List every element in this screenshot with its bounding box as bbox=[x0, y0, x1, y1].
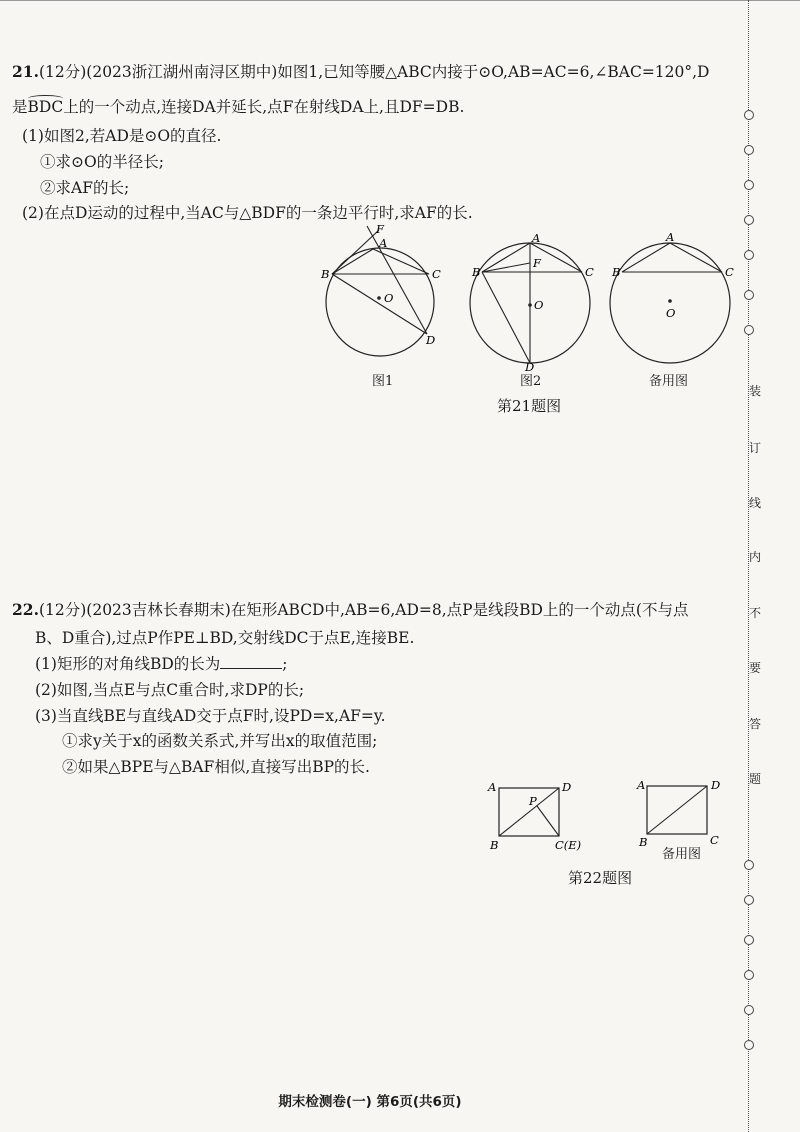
q21-text-2b: 上的一个动点,连接DA并延长,点F在射线DA上,且DF=DB. bbox=[63, 98, 465, 116]
binding-hole bbox=[744, 895, 754, 905]
binding-hole bbox=[744, 1040, 754, 1050]
binding-hole bbox=[744, 970, 754, 980]
fig1-seg-bd bbox=[332, 274, 427, 334]
binding-hole bbox=[744, 860, 754, 870]
fig22-label-d: D bbox=[562, 780, 572, 794]
binding-hole bbox=[744, 250, 754, 260]
fig2-label-d: D bbox=[525, 360, 535, 374]
spare22-label-c: C bbox=[710, 833, 719, 847]
spare21-center-dot bbox=[668, 299, 672, 303]
fig2-label-c: C bbox=[585, 265, 594, 279]
binding-char: 要 bbox=[749, 657, 761, 678]
binding-char: 不 bbox=[749, 602, 761, 623]
binding-hole bbox=[744, 1005, 754, 1015]
q21-number: 21. bbox=[12, 62, 39, 81]
fig2-label-o: O bbox=[534, 298, 544, 312]
binding-char: 装 bbox=[749, 380, 761, 401]
spare21-seg-ab bbox=[622, 243, 670, 272]
fig1-seg-ab bbox=[332, 249, 373, 274]
page-footer: 期末检测卷(一) 第6页(共6页) bbox=[278, 1094, 462, 1110]
arc-bdc: BDC bbox=[27, 98, 64, 116]
spare21-label-o: O bbox=[666, 306, 676, 320]
fig22-label-ce: C(E) bbox=[555, 838, 582, 852]
scan-top-edge bbox=[0, 0, 800, 5]
q22-part3: (3)当直线BE与直线AD交于点F时,设PD=x,AF=y. bbox=[35, 707, 386, 725]
binding-hole bbox=[744, 290, 754, 300]
spare21-circle bbox=[610, 243, 730, 363]
binding-char: 题 bbox=[749, 768, 761, 789]
q22-part1-text: (1)矩形的对角线BD的长为 bbox=[35, 655, 221, 673]
binding-hole bbox=[744, 325, 754, 335]
binding-char: 线 bbox=[749, 492, 761, 513]
binding-char: 内 bbox=[749, 546, 761, 567]
fig2-label-f: F bbox=[533, 256, 541, 270]
fig1-label-f: F bbox=[376, 222, 384, 236]
q22-text-1: (12分)(2023吉林长春期末)在矩形ABCD中,AB=6,AD=8,点P是线段BD上的一个动点(不与点 bbox=[38, 601, 689, 619]
fig22-label-p: P bbox=[529, 794, 537, 808]
binding-hole bbox=[744, 180, 754, 190]
fig1-label-d: D bbox=[426, 333, 436, 347]
q21-figure-2 bbox=[465, 225, 595, 375]
q21-text-2a: 是 bbox=[12, 98, 28, 116]
q22-part1 bbox=[35, 652, 288, 674]
q21-line1 bbox=[12, 60, 710, 82]
spare21-label-a: A bbox=[666, 230, 675, 244]
spare22-diagonal bbox=[647, 786, 707, 834]
q21-part1b: ②求AF的长; bbox=[40, 179, 130, 197]
q21-figure-1 bbox=[315, 220, 445, 370]
fig22-seg-pe bbox=[537, 806, 559, 836]
spare21-caption: 备用图 bbox=[649, 374, 689, 389]
q21-part2: (2)在点D运动的过程中,当AC与△BDF的一条边平行时,求AF的长. bbox=[22, 204, 473, 222]
fig1-caption: 图1 bbox=[372, 374, 394, 389]
binding-hole bbox=[744, 110, 754, 120]
q21-text-1: (12分)(2023浙江湖州南浔区期中)如图1,已知等腰△ABC内接于⊙O,AB=AC=6,∠BAC=120°,D bbox=[38, 63, 710, 81]
q22-part3a: ①求y关于x的函数关系式,并写出x的取值范围; bbox=[62, 732, 378, 750]
fig2-label-b: B bbox=[472, 265, 481, 279]
q21-figure-title: 第21题图 bbox=[497, 397, 562, 415]
fig1-label-a: A bbox=[379, 236, 388, 250]
q22-part3b: ②如果△BPE与△BAF相似,直接写出BP的长. bbox=[62, 758, 370, 776]
q21-part1a: ①求⊙O的半径长; bbox=[40, 153, 164, 171]
binding-hole bbox=[744, 145, 754, 155]
q22-number: 22. bbox=[12, 600, 39, 619]
q22-line2: B、D重合),过点P作PE⊥BD,交射线DC于点E,连接BE. bbox=[35, 629, 415, 647]
spare22-label-a: A bbox=[637, 778, 646, 792]
fig2-caption: 图2 bbox=[520, 374, 542, 389]
spare21-seg-ac bbox=[670, 243, 722, 272]
fig2-seg-bd bbox=[482, 272, 530, 363]
q21-part1: (1)如图2,若AD是⊙O的直径. bbox=[22, 127, 222, 145]
fig1-label-o: O bbox=[384, 291, 394, 305]
spare22-caption: 备用图 bbox=[662, 847, 702, 862]
fig22-label-b: B bbox=[490, 838, 499, 852]
fig1-label-c: C bbox=[432, 267, 441, 281]
spare21-label-b: B bbox=[612, 265, 621, 279]
binding-hole bbox=[744, 215, 754, 225]
binding-char: 答 bbox=[749, 713, 761, 734]
q21-figure-spare bbox=[605, 225, 735, 375]
fig1-label-b: B bbox=[321, 267, 330, 281]
q22-figure-title: 第22题图 bbox=[568, 869, 633, 887]
fig2-center-dot bbox=[528, 303, 532, 307]
fig1-seg-bf bbox=[332, 230, 379, 274]
q22-part1-end: ; bbox=[282, 655, 288, 673]
answer-blank[interactable] bbox=[220, 656, 282, 669]
binding-hole bbox=[744, 935, 754, 945]
spare22-label-b: B bbox=[639, 835, 648, 849]
fig2-label-a: A bbox=[532, 231, 541, 245]
fig1-center-dot bbox=[377, 296, 381, 300]
fig1-line-fd bbox=[367, 226, 427, 334]
q22-part2: (2)如图,当点E与点C重合时,求DP的长; bbox=[35, 681, 305, 699]
binding-char: 订 bbox=[749, 437, 761, 458]
q22-figure-main bbox=[485, 775, 595, 855]
fig22-label-a: A bbox=[488, 780, 497, 794]
spare21-label-c: C bbox=[725, 265, 734, 279]
q22-line1 bbox=[12, 598, 688, 620]
q21-line2 bbox=[12, 95, 464, 117]
spare22-label-d: D bbox=[711, 778, 721, 792]
